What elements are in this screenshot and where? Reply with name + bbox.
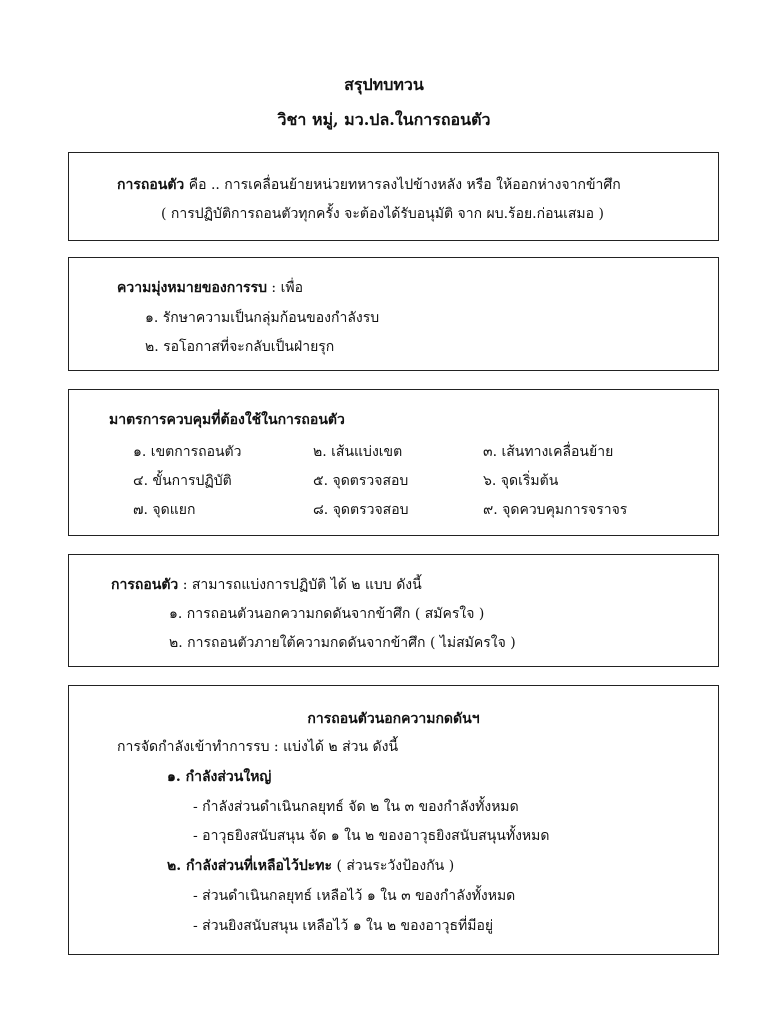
definition-line xyxy=(117,174,621,196)
remaining-force-line xyxy=(167,855,454,877)
control-measure-item: ๗. จุดแยก xyxy=(133,502,196,518)
control-measures-heading: มาตรการควบคุมที่ต้องใช้ในการถอนตัว xyxy=(109,412,345,428)
definition-text: คือ .. การเคลื่อนย้ายหน่วยทหารลงไปข้างหลัง หรือ ให้ออกห่างจากข้าศึก xyxy=(188,177,621,193)
remaining-force-item: - ส่วนดำเนินกลยุทธ์ เหลือไว้ ๑ ใน ๓ ของกำลังทั้งหมด xyxy=(193,888,516,904)
withdrawal-types-term: การถอนตัว xyxy=(111,577,179,593)
purpose-item: ๑. รักษาความเป็นกลุ่มก้อนของกำลังรบ xyxy=(145,310,380,326)
control-measure-item: ๓. เส้นทางเคลื่อนย้าย xyxy=(483,444,614,460)
control-measure-item: ๕. จุดตรวจสอบ xyxy=(313,473,409,489)
withdrawal-types-line xyxy=(111,574,422,596)
page-title: สรุปทบทวน xyxy=(344,75,424,94)
control-measures-box xyxy=(68,389,719,536)
withdrawal-type-item: ๑. การถอนตัวนอกความกดดันจากข้าศึก ( สมัครใจ ) xyxy=(169,606,485,622)
purpose-heading: ความมุ่งหมายของการรบ xyxy=(117,280,267,296)
force-organization-intro: การจัดกำลังเข้าทำการรบ : แบ่งได้ ๒ ส่วน ดังนี้ xyxy=(117,739,399,755)
main-force-title: ๑. กำลังส่วนใหญ่ xyxy=(167,769,272,785)
remaining-force-item: - ส่วนยิงสนับสนุน เหลือไว้ ๑ ใน ๒ ของอาวุธที่มีอยู่ xyxy=(193,918,494,934)
approval-note: ( การปฏิบัติการถอนตัวทุกครั้ง จะต้องได้รับอนุมัติ จาก ผบ.ร้อย.ก่อนเสมอ ) xyxy=(161,206,604,222)
purpose-item: ๒. รอโอกาสที่จะกลับเป็นฝ่ายรุก xyxy=(145,339,335,355)
force-organization-heading: การถอนตัวนอกความกดดันฯ xyxy=(307,711,480,727)
main-force-item: - กำลังส่วนดำเนินกลยุทธ์ จัด ๒ ใน ๓ ของกำลังทั้งหมด xyxy=(193,799,519,815)
purpose-box xyxy=(68,257,719,371)
control-measure-item: ๔. ขั้นการปฏิบัติ xyxy=(133,473,232,489)
withdrawal-types-desc: : สามารถแบ่งการปฏิบัติ ได้ ๒ แบบ ดังนี้ xyxy=(178,577,422,593)
control-measure-item: ๙. จุดควบคุมการจราจร xyxy=(483,502,628,518)
withdrawal-types-box xyxy=(68,554,719,667)
definition-term: การถอนตัว xyxy=(117,177,185,193)
remaining-force-title: ๒. กำลังส่วนที่เหลือไว้ปะทะ xyxy=(167,858,332,874)
main-force-item: - อาวุธยิงสนับสนุน จัด ๑ ใน ๒ ของอาวุธยิงสนับสนุนทั้งหมด xyxy=(193,828,550,844)
control-measure-item: ๘. จุดตรวจสอบ xyxy=(313,502,409,518)
purpose-heading-suffix: : เพื่อ xyxy=(266,280,304,296)
purpose-heading-line xyxy=(117,277,303,299)
page-subtitle: วิชา หมู่, มว.ปล.ในการถอนตัว xyxy=(277,110,491,129)
control-measure-item: ๖. จุดเริ่มต้น xyxy=(483,473,559,489)
control-measure-item: ๒. เส้นแบ่งเขต xyxy=(313,444,403,460)
force-organization-box xyxy=(68,685,719,955)
withdrawal-type-item: ๒. การถอนตัวภายใต้ความกดดันจากข้าศึก ( ไม่สมัครใจ ) xyxy=(169,635,516,651)
remaining-force-suffix: ( ส่วนระวังป้องกัน ) xyxy=(332,858,455,874)
definition-box xyxy=(68,152,719,241)
control-measure-item: ๑. เขตการถอนตัว xyxy=(133,444,242,460)
